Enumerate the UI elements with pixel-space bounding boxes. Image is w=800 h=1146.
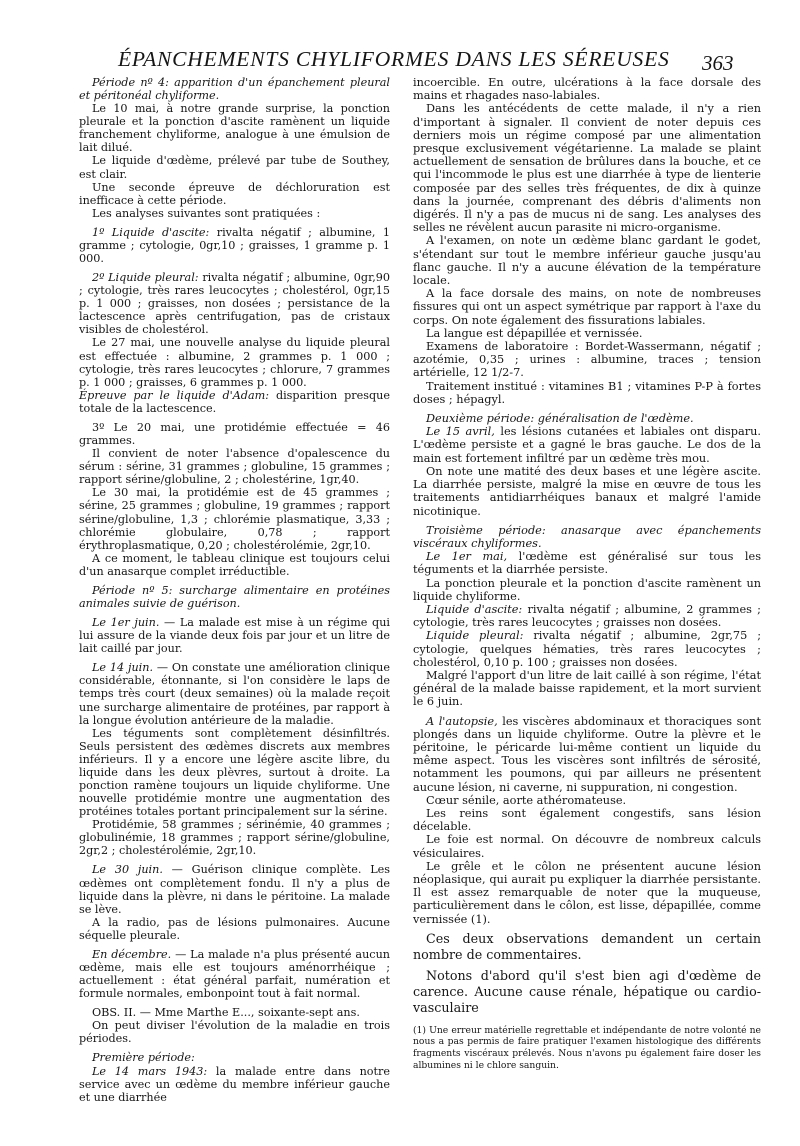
left-column [79, 76, 390, 1104]
paragraph [79, 1006, 390, 1019]
paragraph [413, 860, 761, 926]
paragraph-text: A l'examen, on note un œdème blanc gardant le godet, s'étendant sur tout le membre inférieur gauche jusqu'au flanc gauche. Il n'y a aucune élévation de la température locale. [413, 234, 761, 288]
paragraph [413, 794, 761, 807]
paragraph [79, 661, 390, 726]
section-heading [79, 76, 390, 102]
paragraph-text: Ces deux observations demandent un certain nombre de commentaires. [413, 930, 761, 962]
paragraph-text: — On constate une amélioration clinique considérable, étonnante, si l'on considère le laps de temps très court (deux semaines) où la malade reçoit une surcharge alimentaire de protéines, par rapport à la longue évolution antérieure de la maladie. [79, 661, 390, 727]
paragraph-text: rivalta négatif ; albumine, 1 gramme ; cytologie, 0gr,10 ; graisses, 1 gramme p. 1 000. [79, 225, 390, 266]
paragraph-text: Le foie est normal. On découvre de nombreux calculs vésiculaires. [413, 833, 761, 860]
paragraph-text: — Guérison clinique complète. Les œdèmes ont complètement fondu. Il n'y a plus de liquide dans la plèvre, ni dans le péritoine. La malade se lève. [79, 863, 390, 916]
italic-lead: Le 1er juin. [92, 616, 160, 630]
paragraph-text: A ce moment, le tableau clinique est toujours celui d'un anasarque complet irréductible. [79, 551, 390, 578]
paragraph [413, 550, 761, 576]
paragraph [79, 154, 390, 180]
italic-lead: Le 14 juin. [92, 661, 154, 675]
paragraph [79, 552, 390, 578]
paragraph [413, 380, 761, 406]
italic-lead: Le 14 mars 1943: [92, 1064, 208, 1078]
paragraph [79, 102, 390, 154]
paragraph-text: Deuxième période: généralisation de l'œdème. [426, 412, 694, 426]
paragraph [79, 389, 390, 415]
paragraph-text: Traitement institué : vitamines B1 ; vitamines P-P à fortes doses ; hépagyl. [413, 379, 761, 406]
paragraph-text: Les reins sont également congestifs, sans lésion décelable. [413, 806, 761, 834]
section-heading [79, 1051, 390, 1064]
running-title: ÉPANCHEMENTS CHYLIFORMES DANS LES SÉREUSES [118, 47, 670, 71]
paragraph [79, 181, 390, 207]
paragraph-text: Une seconde épreuve de déchloruration est inefficace à cette période. [79, 180, 390, 207]
paragraph-text: Dans les antécédents de cette malade, il n'y a rien d'important à signaler. Il convient de noter depuis ces derniers mois un régime composé par une alimentation presque exclusivement végétarienne. La malade se plaint actuellement de sensation de brûlures dans la bouche, et ce qui l'incommode le plus est une diarrhée à type de lienterie composée par des selles très fréquentes, de dix à quinze dans la journée, comprenant des débris d'aliments non digérés. Il n'y a pas de mucus ni de sang. Les analyses des selles ne révèlent aucun parasite ni micro-organisme. [413, 102, 761, 235]
paragraph-text: Période nº 4: apparition d'un épanchement pleural et péritonéal chyliforme. [79, 76, 390, 103]
paragraph [413, 287, 761, 327]
paragraph-text: Malgré l'apport d'un litre de lait caillé à son régime, l'état général de la malade baisse rapidement, et la mort survient le 6 juin. [413, 668, 761, 709]
section-heading [79, 584, 390, 610]
paragraph-text: On note une matité des deux bases et une légère ascite. La diarrhée persiste, malgré la mise en œuvre de tous les traitements antidiarrhéiques banaux et malgré l'amide nicotinique. [413, 464, 761, 518]
paragraph [79, 1019, 390, 1045]
section-heading [413, 524, 761, 550]
paragraph-text: A la radio, pas de lésions pulmonaires. Aucune séquelle pleurale. [79, 915, 390, 942]
paragraph-text: rivalta négatif ; albumine, 0gr,90 ; cytologie, très rares leucocytes ; cholestérol, 0gr,15 p. 1 000 ; graisses, non dosées ; persistance de la lactescence après centrifugation, pas de cristaux visibles de cholestérol. [79, 271, 390, 337]
paragraph [413, 340, 761, 380]
paragraph [79, 226, 390, 265]
paragraph [413, 102, 761, 234]
paragraph-text: les lésions cutanées et labiales ont disparu. L'œdème persiste et a gagné le bras gauche. Le dos de la main est fortement infiltré par un œdème très mou. [413, 425, 761, 465]
italic-lead: Liquide pleural: [426, 629, 524, 643]
paragraph [79, 616, 390, 655]
paragraph-text: Examens de laboratoire : Bordet-Wassermann, négatif ; azotémie, 0,35 ; urines : albumine, traces ; tension artérielle, 12 1/2-7. [413, 340, 761, 380]
paragraph [413, 234, 761, 287]
paragraph [79, 207, 390, 220]
paragraph-text: rivalta négatif ; albumine, 2gr,75 ; cytologie, quelques hématies, très rares leucocytes ; cholestérol, 0,10 p. 100 ; graisses non dosées. [413, 629, 761, 669]
paragraph [79, 948, 390, 1000]
paragraph [79, 447, 390, 486]
paragraph-text: 3º Le 20 mai, une protidémie effectuée = 46 grammes. [79, 420, 390, 448]
paragraph [79, 727, 390, 819]
paragraph-text: Période nº 5: surcharge alimentaire en protéines animales suivie de guérison. [79, 583, 390, 610]
paragraph-text: incoercible. En outre, ulcérations à la face dorsale des mains et rhagades naso-labiales. [413, 76, 761, 103]
paragraph-text: Il convient de noter l'absence d'opalescence du sérum : sérine, 31 grammes ; globuline, 15 grammes ; rapport sérine/globuline, 2 ; cholestérine, 1gr,40. [79, 447, 390, 487]
italic-lead: Le 1er mai, [426, 550, 508, 564]
paragraph-text: Troisième période: anasarque avec épanchements viscéraux chyliformes. [413, 523, 761, 550]
italic-lead: En décembre. [92, 947, 172, 961]
paragraph [413, 629, 761, 669]
paragraph-text: l'œdème est généralisé sur tous les téguments et la diarrhée persiste. [413, 550, 762, 577]
italic-lead: 2º Liquide pleural: [92, 271, 199, 285]
paragraph-text: Les analyses suivantes sont pratiquées : [92, 206, 321, 220]
paragraph-text: — La malade n'a plus présenté aucun œdème, mais elle est toujours aménorrhéique ; actuellement : état général parfait, numération et formule normales, embonpoint tout à fait normal. [79, 947, 390, 1001]
paragraph-text: La langue est dépapillée et vernissée. [426, 326, 643, 340]
italic-lead: Liquide d'ascite: [426, 602, 523, 616]
paragraph-text: Le 10 mai, à notre grande surprise, la ponction pleurale et la ponction d'ascite ramènent un liquide franchement chyliforme, analogue à une émulsion de lait dilué. [79, 102, 390, 155]
page-number: 363 [702, 51, 734, 75]
paragraph [79, 336, 390, 388]
right-column [413, 76, 761, 1071]
paragraph-text: (1) Une erreur matérielle regrettable et indépendante de notre volonté ne nous a pas permis de faire pratiquer l'examen histologique des différents fragments viscéraux prélevés. Nous n'avons pu également faire doser les albumines ni le chlore sanguin. [413, 1024, 761, 1071]
paragraph-text: rivalta négatif ; albumine, 2 grammes ; cytologie, très rares leucocytes ; graisses non dosées. [413, 602, 761, 630]
paragraph [79, 818, 390, 857]
paragraph [413, 931, 761, 963]
paragraph-text: les viscères abdominaux et thoraciques sont plongés dans un liquide chyliforme. Outre la plèvre et le péritoine, le péricarde lui-même contient un liquide du même aspect. Tous les viscères sont infiltrés de sérosité, notamment les poumons, qui par ailleurs ne présentent aucune lésion, ni caverne, ni suppuration, ni congestion. [413, 714, 761, 794]
italic-lead: Épreuve par le liquide d'Adam: [79, 388, 269, 402]
paragraph-text: — La malade est mise à un régime qui lui assure de la viande deux fois par jour et un litre de lait caillé par jour. [79, 616, 390, 656]
paragraph [413, 833, 761, 859]
footnote [413, 1025, 761, 1071]
paragraph [413, 807, 761, 833]
section-heading [413, 412, 761, 425]
paragraph [413, 968, 761, 1016]
italic-lead: Le 15 avril, [426, 425, 495, 439]
paragraph-text: A la face dorsale des mains, on note de nombreuses fissures qui ont un aspect symétrique par rapport à l'axe du corps. On note également des fissurations labiales. [413, 287, 761, 327]
paragraph [79, 1065, 390, 1104]
paragraph [79, 916, 390, 942]
paragraph [413, 715, 761, 794]
paragraph [79, 486, 390, 551]
paragraph-text: Le 30 mai, la protidémie est de 45 grammes ; sérine, 25 grammes ; globuline, 19 grammes ; rapport sérine/globuline, 1,3 ; chlorémie plasmatique, 3,33 ; chlorémie globulaire, 0,78 ; rapport érythroplasmatique, 0,20 ; cholestérolémie, 2gr,10. [79, 486, 390, 552]
paragraph [413, 327, 761, 340]
paragraph [79, 863, 390, 915]
paragraph [413, 76, 761, 102]
paragraph-text: disparition presque totale de la lactescence. [79, 388, 390, 415]
paragraph-text: Le liquide d'œdème, prélevé par tube de Southey, est clair. [79, 154, 390, 181]
paragraph [413, 465, 761, 518]
paragraph-text: Cœur sénile, aorte athéromateuse. [426, 793, 627, 807]
paragraph-text: Première période: [92, 1051, 195, 1065]
paragraph [79, 421, 390, 447]
italic-lead: 1º Liquide d'ascite: [92, 225, 210, 239]
paragraph-text: Les téguments sont complètement désinfiltrés. Seuls persistent des œdèmes discrets aux membres inférieurs. Il y a encore une légère ascite libre, du liquide dans les deux plèvres, surtout à droite. La ponction ramène toujours un liquide chyliforme. Une nouvelle protidémie montre une augmentation des protéines totales portant principalement sur la sérine. [79, 726, 390, 819]
italic-lead: Le 30 juin. [92, 863, 163, 877]
paragraph-text: Protidémie, 58 grammes ; sérinémie, 40 grammes ; globulinémie, 18 grammes ; rapport sérine/globuline, 2gr,2 ; cholestérolémie, 2gr,10. [79, 818, 390, 858]
italic-lead: A l'autopsie, [426, 714, 498, 728]
paragraph-text: La ponction pleurale et la ponction d'ascite ramènent un liquide chyliforme. [413, 576, 761, 603]
paragraph-text: On peut diviser l'évolution de la maladie en trois périodes. [79, 1019, 390, 1046]
paragraph-text: Le 27 mai, une nouvelle analyse du liquide pleural est effectuée : albumine, 2 grammes p. 1 000 ; cytologie, très rares leucocytes ; chlorure, 7 grammes p. 1 000 ; graisses, 6 grammes p. 1 000. [79, 336, 390, 389]
paragraph [413, 669, 761, 709]
paragraph-text: Le grêle et le côlon ne présentent aucune lésion néoplasique, qui aurait pu expliquer la diarrhée persistante. Il est assez remarquable de noter que la muqueuse, particulièrement dans le côlon, est lisse, dépapillée, comme vernissée (1). [413, 859, 761, 926]
paragraph [413, 425, 761, 465]
paragraph [413, 603, 761, 629]
paragraph [79, 271, 390, 336]
paragraph-text: la malade entre dans notre service avec un œdème du membre inférieur gauche et une diarrhée [79, 1064, 390, 1104]
paragraph-text: Notons d'abord qu'il s'est bien agi d'œdème de carence. Aucune cause rénale, hépatique ou cardio-vasculaire [413, 967, 761, 1015]
paragraph [413, 577, 761, 603]
paragraph-text: OBS. II. — Mme Marthe E..., soixante-sept ans. [92, 1006, 360, 1020]
